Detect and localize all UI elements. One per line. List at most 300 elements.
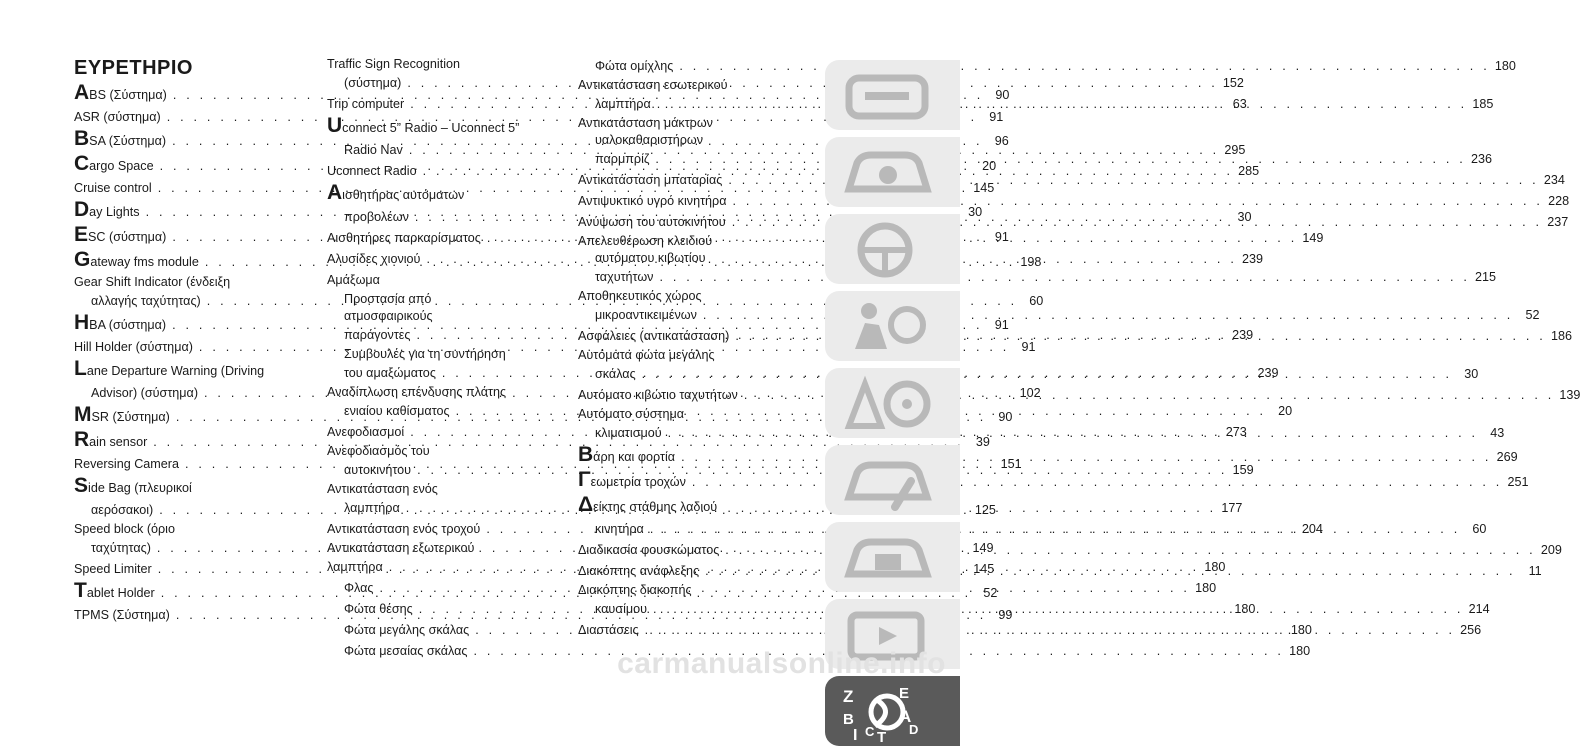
index-page-number: 180 (1204, 560, 1226, 574)
index-entry-label: Διακόπτης ανάφλεξης (578, 564, 700, 578)
index-entry-label: Αυτόματο σύστημα (578, 407, 685, 421)
index-entry-label: αλλαγής ταχύτητας) (91, 294, 201, 308)
index-page-number: 43 (1490, 426, 1505, 440)
index-entry-label: ταχυτήτων (595, 270, 654, 284)
index-page-number: 215 (1475, 270, 1497, 284)
index-page-number: 91 (1021, 340, 1036, 354)
index-initial-letter: R (74, 428, 90, 451)
index-page-number: 149 (1302, 231, 1324, 245)
index-entry-text (344, 641, 468, 662)
index-entry-text (595, 250, 706, 267)
dot-leader (697, 305, 1518, 326)
index-entry-text (74, 580, 155, 606)
index-entry-text (91, 500, 153, 521)
index-entry-label: λαμπτήρα (595, 97, 651, 111)
index-entry-label: Φλας (344, 581, 374, 595)
index-entry-label: Speed Limiter (74, 562, 152, 576)
svg-text:D: D (909, 722, 919, 737)
index-entry-text (74, 358, 264, 384)
index-entry-label: SC (σύστημα) (88, 230, 167, 244)
index-initial-letter: L (74, 357, 87, 380)
svg-text:B: B (843, 711, 854, 728)
index-entry-text (327, 557, 383, 578)
index-entry-text (344, 460, 411, 481)
index-page-number: 52 (1525, 308, 1540, 322)
index-page-number: 39 (975, 435, 990, 449)
index-page-number: 102 (1019, 386, 1041, 400)
index-page-number: 60 (1029, 294, 1044, 308)
index-entry-label: αερόσακοι) (91, 503, 154, 517)
index-entry-text (327, 270, 380, 291)
index-page-number: 239 (1257, 366, 1279, 380)
index-page-number: 204 (1301, 522, 1323, 536)
index-entry-line (327, 481, 562, 498)
dot-leader (662, 423, 1483, 444)
index-entry-label: Αυτόματα φώτα μεγάλης (578, 348, 715, 362)
index-page-number: 209 (1540, 543, 1562, 557)
index-initial-letter: Δ (578, 493, 594, 516)
index-entry-label: Διαστάσεις (578, 623, 639, 637)
index-entry-line (578, 288, 814, 305)
index-entry-label: ain sensor (89, 435, 148, 449)
index-entry-line (578, 406, 814, 423)
index-entry-text (578, 288, 702, 305)
index-entry-text (578, 115, 713, 132)
index-initial-letter: T (74, 579, 87, 602)
index-page-number: 180 (1289, 644, 1311, 658)
index-entry-label: μικροαντικειμένων (595, 308, 697, 322)
index-entry-line (327, 641, 1311, 662)
index-entry-label: Αντικατάσταση μάκτρων (578, 116, 713, 130)
index-entry-label: Speed block (όριο (74, 522, 175, 536)
index-initial-letter: M (74, 403, 92, 426)
index-entry (578, 56, 1516, 77)
index-entry-text (74, 153, 154, 179)
index-entry-text (344, 325, 411, 346)
index-entry-text (344, 578, 374, 599)
index-entry-label: καυσίμου (595, 602, 648, 616)
index-entry-text (74, 475, 192, 501)
index-entry-text (74, 199, 140, 225)
index-entry-line (578, 347, 814, 364)
chapter-tab-6[interactable] (825, 445, 960, 515)
index-entry-line (74, 521, 300, 538)
index-entry-text (578, 385, 738, 406)
chapter-tab-1[interactable] (825, 60, 960, 130)
index-entry-label: Ανύψωση του αυτοκινήτου (578, 215, 726, 229)
index-entry-text (578, 406, 684, 423)
index-entry-text (578, 494, 717, 520)
index-entry-line (74, 475, 300, 500)
index-entry-line (578, 233, 814, 250)
chapter-tab-2[interactable] (825, 137, 960, 207)
chapter-tab-3[interactable] (825, 214, 960, 284)
index-entry-label: TPMS (Σύστημα) (74, 608, 170, 622)
index-entry-label: Αναδίπλωση επένδυσης πλάτης (327, 385, 507, 399)
index-entry-label: Ασφάλειες (αντικατάσταση) (578, 329, 730, 343)
index-page-number: 20 (982, 159, 997, 173)
index-entry-label: Cruise control (74, 181, 152, 195)
index-entry-text (578, 212, 726, 233)
index-entry-label: λαμπτήρα (344, 501, 400, 515)
index-entry-text (74, 337, 193, 358)
svg-text:A: A (899, 707, 912, 726)
index-page-number: 30 (1464, 367, 1479, 381)
index-entry-text (595, 132, 703, 149)
index-entry-text (327, 94, 404, 115)
index-page-number: 239 (1232, 328, 1254, 342)
index-entry-text (327, 384, 506, 401)
index-entry-line (327, 384, 562, 401)
index-entry-text (578, 170, 722, 191)
index-entry-text (327, 519, 480, 540)
index-entry-text (595, 519, 644, 540)
index-entry-label: Traffic Sign Recognition (327, 57, 461, 71)
chapter-tab-7[interactable] (825, 522, 960, 592)
index-entry-label: Reversing Camera (74, 457, 179, 471)
index-entry-line (578, 494, 814, 519)
index-entry-line (327, 115, 562, 140)
dot-leader (673, 56, 1494, 77)
index-entry-text (327, 228, 481, 249)
dot-leader (651, 94, 1472, 115)
index-entry-label: κλιματισμού (595, 426, 662, 440)
index-entry-text (578, 469, 686, 495)
index-page-number: 91 (994, 230, 1009, 244)
index-entry-label: Διαδικασία φουσκώματος (578, 543, 720, 557)
index-entry-label: αυτόματου κιβωτίου (595, 251, 706, 265)
index-page-number: 251 (1507, 475, 1529, 489)
index-entry-label: Αντικατάσταση εξωτερικού (327, 541, 475, 555)
index-entry-label: Αντικατάσταση εσωτερικού (578, 78, 728, 92)
index-entry-label: Φώτα θέσης (344, 602, 413, 616)
index-entry-label: Ανεφοδιασμός του (327, 444, 430, 458)
index-entry-label: ay Lights (89, 205, 140, 219)
index-entry-text (578, 582, 692, 599)
index-entry-label: ισθητήρας αυτόματων (342, 188, 465, 202)
index-entry-text (578, 620, 639, 641)
index-entry-text (327, 182, 464, 208)
index-entry-text (595, 149, 649, 170)
index-entry-label: ατμοσφαιρικούς (344, 309, 433, 323)
alphabetical-index-icon (835, 682, 945, 746)
index-page-number: 236 (1470, 152, 1492, 166)
index-entry-label: Gear Shift Indicator (ένδειξη (74, 275, 231, 289)
index-page-number: 145 (973, 562, 995, 576)
index-page-number: 91 (994, 318, 1009, 332)
index-entry-label: BA (σύστημα) (89, 318, 167, 332)
dot-leader (649, 149, 1470, 170)
dot-leader (675, 445, 1496, 470)
index-page-number: 180 (1195, 581, 1217, 595)
index-entry-text (344, 498, 400, 519)
index-entry-label: Προστασία από (344, 292, 432, 306)
index-entry-line (578, 582, 814, 599)
index-entry-text (578, 77, 728, 94)
index-entry-line (74, 274, 300, 291)
index-initial-letter: D (74, 198, 90, 221)
index-entry-line (327, 182, 562, 207)
svg-text:C: C (865, 724, 875, 739)
index-entry-label: SR (Σύστημα) (91, 410, 170, 424)
index-entry-text (595, 94, 651, 115)
index-initial-letter: Γ (578, 468, 591, 491)
index-entry-label: connect 5” Radio – Uconnect 5” (342, 121, 520, 135)
car-info-icon (835, 143, 945, 203)
dot-leader (699, 561, 1520, 582)
index-entry-text (344, 308, 433, 325)
index-page-number: 151 (1000, 457, 1022, 471)
index-page-number: 63 (1232, 97, 1247, 111)
index-entry-text (344, 291, 431, 308)
index-entry-label: Φώτα ομίχλης (595, 59, 674, 73)
chapter-tab-4[interactable] (825, 291, 960, 361)
index-entry-label: Φώτα μεγάλης σκάλας (344, 623, 470, 637)
index-page-number: 180 (1234, 602, 1256, 616)
index-entry-label: εωμετρία τροχών (590, 475, 686, 489)
dot-leader (639, 620, 1460, 641)
index-entry-text (595, 423, 662, 444)
index-page-number: 180 (1290, 623, 1312, 637)
index-page-number: 198 (1020, 255, 1042, 269)
index-entry-label: Αισθητήρες παρκαρίσματος (327, 231, 481, 245)
index-entry-label: Αντικατάσταση μπαταρίας (578, 173, 723, 187)
index-entry-line (327, 540, 562, 557)
index-entry-label: ενιαίου καθίσματος (344, 404, 450, 418)
index-entry-text (327, 161, 417, 182)
index-page-number: 30 (968, 205, 983, 219)
index-entry-text (327, 443, 430, 460)
index-page-number: 256 (1460, 623, 1482, 637)
index-entry-text (91, 538, 151, 559)
svg-text:I: I (853, 727, 858, 744)
index-entry-text (74, 404, 170, 430)
index-page-number: 159 (1232, 463, 1254, 477)
index-entry-label: άρη και φορτία (593, 450, 676, 464)
index-entry-label: Συμβουλές για τη συντήρηση (344, 347, 506, 361)
index-entry-label: Advisor) (σύστημα) (91, 386, 199, 400)
index-initial-letter: E (74, 223, 89, 246)
index-entry-label: Αλυσίδες χιονιού (327, 252, 421, 266)
index-entry-label: Hill Holder (σύστημα) (74, 340, 193, 354)
index-page-number: 149 (972, 541, 994, 555)
dot-leader (686, 470, 1507, 495)
index-entry-text (74, 521, 175, 538)
dot-leader (644, 519, 1465, 540)
car-dashboard-icon (835, 66, 945, 126)
index-entry-text (327, 422, 404, 443)
index-entry-label: λαμπτήρα (327, 560, 383, 574)
index-entry-label: SA (Σύστημα) (89, 134, 167, 148)
index-entry-text (327, 249, 420, 270)
index-entry-label: είκτης στάθμης λαδιού (593, 500, 718, 514)
index-entry-text (595, 305, 697, 326)
index-page-number: 285 (1238, 164, 1260, 178)
index-entry-text (578, 326, 729, 347)
warning-triangle-steering-icon (835, 374, 945, 434)
index-entry-text (578, 540, 719, 561)
index-page-number: 20 (1278, 404, 1293, 418)
index-entry-text (74, 178, 152, 199)
index-entry-label: Αυτόματο κιβώτιο ταχυτήτων (578, 388, 738, 402)
index-entry-line (578, 267, 1497, 288)
index-initial-letter: A (74, 81, 90, 104)
index-entry-label: Αντικατάσταση ενός (327, 482, 438, 496)
index-entry-text (74, 249, 199, 275)
index-entry-text (595, 56, 673, 77)
index-page-number: 273 (1225, 425, 1247, 439)
index-entry-label: Αμάξωμα (327, 273, 380, 287)
index-entry-label: Φώτα μεσαίας σκάλας (344, 644, 468, 658)
index-entry-label: Διακόπτης διακοπής (578, 583, 692, 597)
index-entry-label: ταχύτητας) (91, 541, 151, 555)
dot-leader (653, 267, 1474, 288)
svg-text:Z: Z (843, 687, 854, 706)
index-entry-line (578, 77, 814, 94)
index-entry-text (74, 312, 166, 338)
index-entry-label: Αντιψυκτικό υγρό κινητήρα (578, 194, 727, 208)
index-page-number: 145 (973, 181, 995, 195)
index-entry-line (74, 358, 300, 383)
index-entry-label: προβολέων (344, 210, 409, 224)
index-entry-line (578, 250, 814, 267)
index-entry-text (327, 540, 474, 557)
index-page-number: 91 (989, 110, 1004, 124)
index-entry-text (344, 363, 436, 384)
index-entry-text (578, 233, 712, 250)
index-page-number: 90 (998, 410, 1013, 424)
index-entry-label: Απελευθέρωση κλειδιού (578, 234, 713, 248)
index-initial-letter: Α (327, 181, 343, 204)
index-initial-letter: C (74, 152, 90, 175)
index-entry-label: Radio Nav (344, 143, 403, 157)
steering-wheel-icon (835, 220, 945, 280)
index-page-number: 152 (1222, 76, 1244, 90)
car-specs-icon (835, 528, 945, 588)
chapter-tab-5[interactable] (825, 368, 960, 438)
index-entry-line (327, 291, 562, 308)
index-entry-text (595, 599, 647, 620)
index-entry-text (344, 346, 506, 363)
index-entry (327, 270, 562, 291)
index-page-number: 186 (1550, 329, 1572, 343)
index-initial-letter: G (74, 248, 91, 271)
index-entry-text (344, 140, 403, 161)
index-entry-line (327, 56, 562, 73)
index-entry-label: Uconnect Radio (327, 164, 417, 178)
index-entry-text (74, 107, 161, 128)
index-page-number: 52 (983, 586, 998, 600)
index-page-number: 295 (1224, 143, 1246, 157)
dot-leader (647, 599, 1468, 620)
watermark: carmanualsonline.info (617, 647, 946, 680)
index-initial-letter: U (327, 114, 343, 137)
index-entry-line (327, 270, 562, 291)
index-page-number: 30 (1237, 210, 1252, 224)
index-entry-label: Ανεφοδιασμοί (327, 425, 405, 439)
index-entry-label: Αντικατάσταση ενός τροχού (327, 522, 481, 536)
index-entry-line (578, 115, 814, 132)
index-entry-text (578, 347, 715, 364)
index-page-number: 239 (1242, 252, 1264, 266)
index-entry-label: ane Departure Warning (Driving (86, 364, 265, 378)
index-entry-text (344, 599, 413, 620)
car-wrench-icon (835, 451, 945, 511)
index-page-number: 177 (1221, 501, 1243, 515)
index-page-number: 139 (1559, 388, 1580, 402)
index-entry-label: ide Bag (πλευρικοί (88, 481, 192, 495)
index-entry-text (74, 454, 179, 475)
index-entry-text (344, 620, 469, 641)
index-page-number: 60 (1472, 522, 1487, 536)
index-entry-text (327, 481, 438, 498)
index-entry-line (327, 308, 562, 325)
index-entry-text (91, 383, 198, 404)
index-entry-label: κινητήρα (595, 522, 644, 536)
index-page-number: 99 (998, 608, 1013, 622)
index-page-number: 234 (1543, 173, 1565, 187)
index-page-number: 237 (1547, 215, 1569, 229)
index-title: ΕΥΡΕΤΗΡΙΟ (74, 57, 193, 79)
index-initial-letter: H (74, 311, 90, 334)
index-entry-label: παρμπρίζ (595, 152, 650, 166)
index-entry-label: Trip computer (327, 97, 405, 111)
svg-text:T: T (877, 729, 887, 746)
index-entry-text (74, 605, 170, 626)
index-entry-label: σκάλας (595, 367, 636, 381)
index-entry-text (327, 115, 519, 141)
airbag-seatbelt-icon (835, 297, 945, 357)
dot-leader (636, 364, 1457, 385)
index-entry-label: του αμαξώματος (344, 366, 436, 380)
index-page-number: 269 (1496, 450, 1518, 464)
index-entry-text (344, 401, 450, 422)
index-entry-line (578, 132, 814, 149)
index-entry-label: υαλοκαθαριστήρων (595, 133, 703, 147)
index-entry-text (578, 561, 699, 582)
index-entry-text (74, 274, 230, 291)
index-page-number: 90 (995, 88, 1010, 102)
index-page-number: 11 (1528, 564, 1542, 578)
index-entry-label: BS (Σύστημα) (89, 88, 167, 102)
index-page-number: 180 (1494, 59, 1516, 73)
index-entry-text (74, 559, 152, 580)
index-entry-text (344, 207, 409, 228)
index-entry (327, 641, 1311, 662)
index-entry-text (578, 444, 675, 470)
index-initial-letter: B (74, 127, 90, 150)
index-entry-line (327, 443, 562, 460)
index-entry-label: ablet Holder (86, 586, 155, 600)
index-entry-label: argo Space (89, 159, 154, 173)
index-entry-text (74, 224, 166, 250)
index-entry-text (595, 267, 653, 288)
index-entry-line (327, 346, 562, 363)
chapter-tab-9[interactable] (825, 676, 960, 746)
index-entry-text (327, 56, 460, 73)
index-page-number: 228 (1548, 194, 1570, 208)
svg-text:E: E (899, 685, 910, 702)
index-entry-text (91, 291, 201, 312)
index-entry-text (74, 429, 147, 455)
index-page-number: 96 (994, 134, 1009, 148)
index-entry-text (578, 191, 727, 212)
index-page-number: 214 (1468, 602, 1490, 616)
index-entry-label: ASR (σύστημα) (74, 110, 161, 124)
index-entry-label: αυτοκινήτου (344, 463, 412, 477)
index-entry-text (74, 82, 167, 108)
index-entry-line (578, 56, 1516, 77)
